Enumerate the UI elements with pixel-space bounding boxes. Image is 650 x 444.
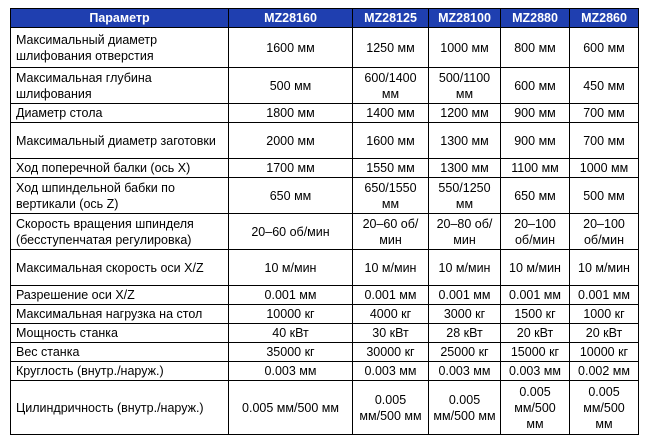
value-cell: 500 мм	[229, 68, 353, 104]
value-cell: 20 кВт	[570, 324, 639, 343]
value-cell: 650 мм	[229, 178, 353, 214]
param-label: Цилиндричность (внутр./наруж.)	[11, 381, 229, 435]
value-cell: 700 мм	[570, 104, 639, 123]
value-cell: 10 м/мин	[570, 250, 639, 286]
value-cell: 15000 кг	[501, 343, 570, 362]
header-model: MZ2860	[570, 9, 639, 28]
header-row	[11, 9, 639, 28]
param-label: Мощность станка	[11, 324, 229, 343]
value-cell: 0.003 мм	[353, 362, 429, 381]
value-cell: 900 мм	[501, 104, 570, 123]
value-cell: 550/1250 мм	[429, 178, 501, 214]
value-cell: 0.005 мм/500 мм	[229, 381, 353, 435]
table-row	[11, 159, 639, 178]
param-label: Ход шпиндельной бабки по вертикали (ось Z)	[11, 178, 229, 214]
value-cell: 1250 мм	[353, 28, 429, 68]
value-cell: 28 кВт	[429, 324, 501, 343]
value-cell: 0.002 мм	[570, 362, 639, 381]
value-cell: 0.003 мм	[429, 362, 501, 381]
value-cell: 0.001 мм	[570, 286, 639, 305]
value-cell: 900 мм	[501, 123, 570, 159]
table-row	[11, 381, 639, 435]
table-row	[11, 324, 639, 343]
value-cell: 1600 мм	[229, 28, 353, 68]
value-cell: 600/1400 мм	[353, 68, 429, 104]
value-cell: 650/1550 мм	[353, 178, 429, 214]
value-cell: 800 мм	[501, 28, 570, 68]
header-param: Параметр	[11, 9, 229, 28]
value-cell: 20 кВт	[501, 324, 570, 343]
value-cell: 20–60 об/мин	[353, 214, 429, 250]
value-cell: 500/1100 мм	[429, 68, 501, 104]
table-row	[11, 362, 639, 381]
param-label: Диаметр стола	[11, 104, 229, 123]
param-label: Разрешение оси X/Z	[11, 286, 229, 305]
table-row	[11, 178, 639, 214]
value-cell: 1200 мм	[429, 104, 501, 123]
table-row	[11, 123, 639, 159]
value-cell: 1500 кг	[501, 305, 570, 324]
header-model: MZ28160	[229, 9, 353, 28]
table-row	[11, 250, 639, 286]
value-cell: 0.001 мм	[501, 286, 570, 305]
value-cell: 10000 кг	[570, 343, 639, 362]
value-cell: 10 м/мин	[429, 250, 501, 286]
table-row	[11, 214, 639, 250]
value-cell: 600 мм	[501, 68, 570, 104]
param-label: Максимальный диаметр шлифования отверстия	[11, 28, 229, 68]
value-cell: 20–100 об/мин	[570, 214, 639, 250]
table-row	[11, 343, 639, 362]
param-label: Ход поперечной балки (ось X)	[11, 159, 229, 178]
param-label: Круглость (внутр./наруж.)	[11, 362, 229, 381]
value-cell: 0.001 мм	[229, 286, 353, 305]
value-cell: 10000 кг	[229, 305, 353, 324]
value-cell: 0.001 мм	[429, 286, 501, 305]
value-cell: 0.005 мм/500 мм	[353, 381, 429, 435]
value-cell: 0.003 мм	[229, 362, 353, 381]
param-label: Максимальная глубина шлифования	[11, 68, 229, 104]
value-cell: 20–80 об/мин	[429, 214, 501, 250]
value-cell: 30000 кг	[353, 343, 429, 362]
value-cell: 1550 мм	[353, 159, 429, 178]
value-cell: 1700 мм	[229, 159, 353, 178]
value-cell: 1600 мм	[353, 123, 429, 159]
value-cell: 1800 мм	[229, 104, 353, 123]
param-label: Скорость вращения шпинделя (бесступенчатая регулировка)	[11, 214, 229, 250]
table-row	[11, 305, 639, 324]
value-cell: 0.003 мм	[501, 362, 570, 381]
table-row	[11, 28, 639, 68]
value-cell: 0.005 мм/500 мм	[501, 381, 570, 435]
value-cell: 25000 кг	[429, 343, 501, 362]
value-cell: 10 м/мин	[353, 250, 429, 286]
specs-table	[10, 8, 639, 435]
value-cell: 3000 кг	[429, 305, 501, 324]
table-row	[11, 286, 639, 305]
value-cell: 700 мм	[570, 123, 639, 159]
value-cell: 4000 кг	[353, 305, 429, 324]
value-cell: 1300 мм	[429, 159, 501, 178]
value-cell: 0.005 мм/500 мм	[429, 381, 501, 435]
header-model: MZ2880	[501, 9, 570, 28]
value-cell: 2000 мм	[229, 123, 353, 159]
value-cell: 40 кВт	[229, 324, 353, 343]
param-label: Вес станка	[11, 343, 229, 362]
param-label: Максимальная нагрузка на стол	[11, 305, 229, 324]
value-cell: 500 мм	[570, 178, 639, 214]
table-row	[11, 68, 639, 104]
value-cell: 0.005 мм/500 мм	[570, 381, 639, 435]
param-label: Максимальная скорость оси X/Z	[11, 250, 229, 286]
value-cell: 0.001 мм	[353, 286, 429, 305]
value-cell: 450 мм	[570, 68, 639, 104]
value-cell: 1100 мм	[501, 159, 570, 178]
value-cell: 650 мм	[501, 178, 570, 214]
table-row	[11, 104, 639, 123]
value-cell: 10 м/мин	[501, 250, 570, 286]
value-cell: 1000 мм	[429, 28, 501, 68]
value-cell: 20–60 об/мин	[229, 214, 353, 250]
header-model: MZ28100	[429, 9, 501, 28]
value-cell: 35000 кг	[229, 343, 353, 362]
value-cell: 600 мм	[570, 28, 639, 68]
param-label: Максимальный диаметр заготовки	[11, 123, 229, 159]
value-cell: 10 м/мин	[229, 250, 353, 286]
value-cell: 1300 мм	[429, 123, 501, 159]
value-cell: 20–100 об/мин	[501, 214, 570, 250]
value-cell: 30 кВт	[353, 324, 429, 343]
value-cell: 1000 мм	[570, 159, 639, 178]
header-model: MZ28125	[353, 9, 429, 28]
value-cell: 1000 кг	[570, 305, 639, 324]
value-cell: 1400 мм	[353, 104, 429, 123]
